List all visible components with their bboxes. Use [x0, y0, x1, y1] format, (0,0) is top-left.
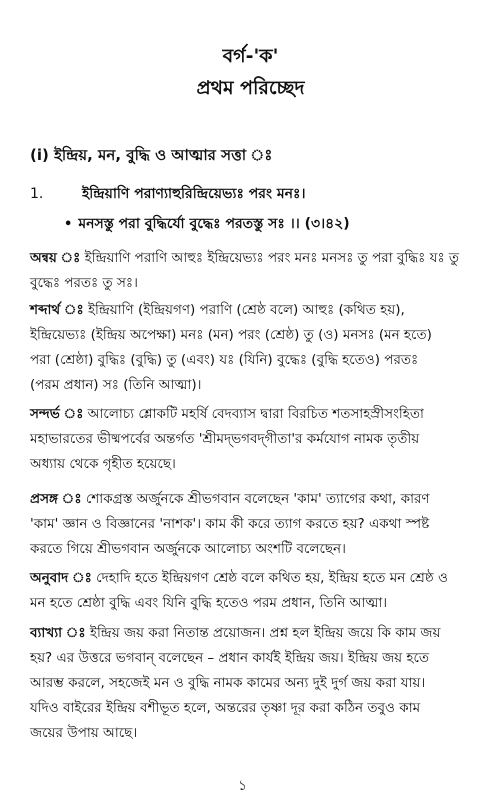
paragraph-line	[30, 566, 478, 591]
verse-line-2-text: মনসস্তু পরা বুদ্ধির্যো বুদ্ধেঃ পরতস্তু সঃ ।। (৩।৪২)	[78, 216, 350, 232]
sandarbha-term: সন্দর্ভ ঃ	[30, 406, 84, 422]
paragraph-line	[30, 246, 478, 271]
paragraph-line: পরা (শ্রেষ্ঠা) বুদ্ধিঃ (বুদ্ধি) তু (এবং) যঃ (যিনি) বুদ্ধেঃ (বুদ্ধি হতেও) পরতঃ	[30, 352, 419, 368]
shabdartha-paragraph	[30, 298, 478, 398]
paragraph-line: জয়ের উপায় আছে।	[30, 725, 138, 741]
prasanga-term: প্রসঙ্গ ঃ	[30, 491, 82, 507]
verse-line-1-text: ইন্দ্রিয়াণি পরাণ্যাহুরিন্দ্রিয়েভ্যঃ পরং মনঃ।	[82, 186, 306, 202]
sandarbha-paragraph	[30, 402, 478, 477]
paragraph-line: আরম্ভ করলে, সহজেই মন ও বুদ্ধি নামক কামের অন্য দুই দুর্গ জয় করা যায়।	[30, 675, 426, 691]
line-text: ইন্দ্রিয়াণি (ইন্দ্রিয়গণ) পরাণি (শ্রেষ্ঠ বলে) আহুঃ (কথিত হয়),	[83, 302, 405, 318]
line-text: ইন্দ্রিয়াণি পরাণি আহুঃ ইন্দ্রিয়েভ্যঃ পরং মনঃ মনসঃ তু পরা বুদ্ধিঃ যঃ তু	[80, 250, 460, 266]
page-number: ১	[238, 778, 248, 794]
paragraph-line	[30, 621, 478, 646]
verse-line-1	[30, 182, 480, 206]
paragraph-line: মহাভারতের ভীষ্মপর্বের অন্তর্গত 'শ্রীমদ্‌ভগবদ্‌গীতা'র কর্মযোগ নামক তৃতীয়	[30, 431, 420, 447]
paragraph-line: যদিও বাইরের ইন্দ্রিয় বশীভূত হলে, অন্তরের তৃষ্ণা দূর করা কঠিন তবুও কাম	[30, 700, 421, 716]
line-text: ইন্দ্রিয় জয় করা নিতান্ত প্রয়োজন। প্রশ্ন হল ইন্দ্রিয় জয়ে কি কাম জয়	[85, 625, 441, 641]
paragraph-line: (পরম প্রধান) সঃ (তিনি আত্মা)।	[30, 377, 202, 393]
bullet-icon: •	[64, 217, 73, 232]
paragraph-line: অধ্যায় থেকে গৃহীত হয়েছে।	[30, 456, 176, 472]
paragraph-line: হয়? এর উত্তরে ভগবান্ বলেছেন – প্রধান কার্যই ইন্দ্রিয় জয়। ইন্দ্রিয় জয় হতে	[30, 650, 430, 666]
paragraph-line	[30, 402, 478, 427]
verse-number: 1.	[30, 186, 44, 202]
anubad-paragraph	[30, 566, 478, 616]
byakhya-term: ব্যাখ্যা ঃ	[30, 625, 86, 641]
group-heading: বর্গ-'ক'	[222, 45, 279, 67]
line-text: দেহাদি হতে ইন্দ্রিয়গণ শ্রেষ্ঠ বলে কথিত হয়, ইন্দ্রিয় হতে মন শ্রেষ্ঠ ও	[91, 570, 448, 586]
paragraph-line	[30, 487, 478, 512]
anubad-term: অনুবাদ ঃ	[30, 570, 92, 586]
paragraph-line	[30, 298, 478, 323]
paragraph-line: ইন্দ্রিয়েভ্যঃ (ইন্দ্রিয় অপেক্ষা) মনঃ (মন) পরং (শ্রেষ্ঠ) তু (ও) মনসঃ (মন হতে)	[30, 327, 432, 343]
paragraph-line: 'কাম' জ্ঞান ও বিজ্ঞানের 'নাশক'। কাম কী করে ত্যাগ করতে হয়? একথা স্পষ্ট	[30, 516, 430, 532]
line-text: শোকগ্রস্ত অর্জুনকে শ্রীভগবান বলেছেন 'কাম' ত্যাগের কথা, কারণ	[81, 491, 430, 507]
anvay-term: অন্বয় ঃ	[30, 250, 81, 266]
paragraph-line: মন হতে শ্রেষ্ঠা বুদ্ধি এবং যিনি বুদ্ধি হতেও পরম প্রধান, তিনি আত্মা।	[30, 595, 388, 611]
paragraph-line: বুদ্ধেঃ পরতঃ তু সঃ।	[30, 275, 138, 291]
verse-line-2	[64, 212, 484, 236]
chapter-heading: প্রথম পরিচ্ছেদ	[196, 77, 305, 99]
anvay-paragraph	[30, 246, 478, 296]
prasanga-paragraph	[30, 487, 478, 562]
paragraph-line: করতে গিয়ে শ্রীভগবান অর্জুনকে আলোচ্য অংশটি বলেছেন।	[30, 541, 346, 557]
section-title: (i) ইন্দ্রিয়, মন, বুদ্ধি ও আত্মার সত্তা ঃ	[30, 146, 273, 164]
shabdartha-term: শব্দার্থ ঃ	[30, 302, 84, 318]
line-text: আলোচ্য শ্লোকটি মহর্ষি বেদব্যাস দ্বারা বিরচিত শতসাহস্রীসংহিতা	[83, 406, 424, 422]
byakhya-paragraph	[30, 621, 478, 746]
